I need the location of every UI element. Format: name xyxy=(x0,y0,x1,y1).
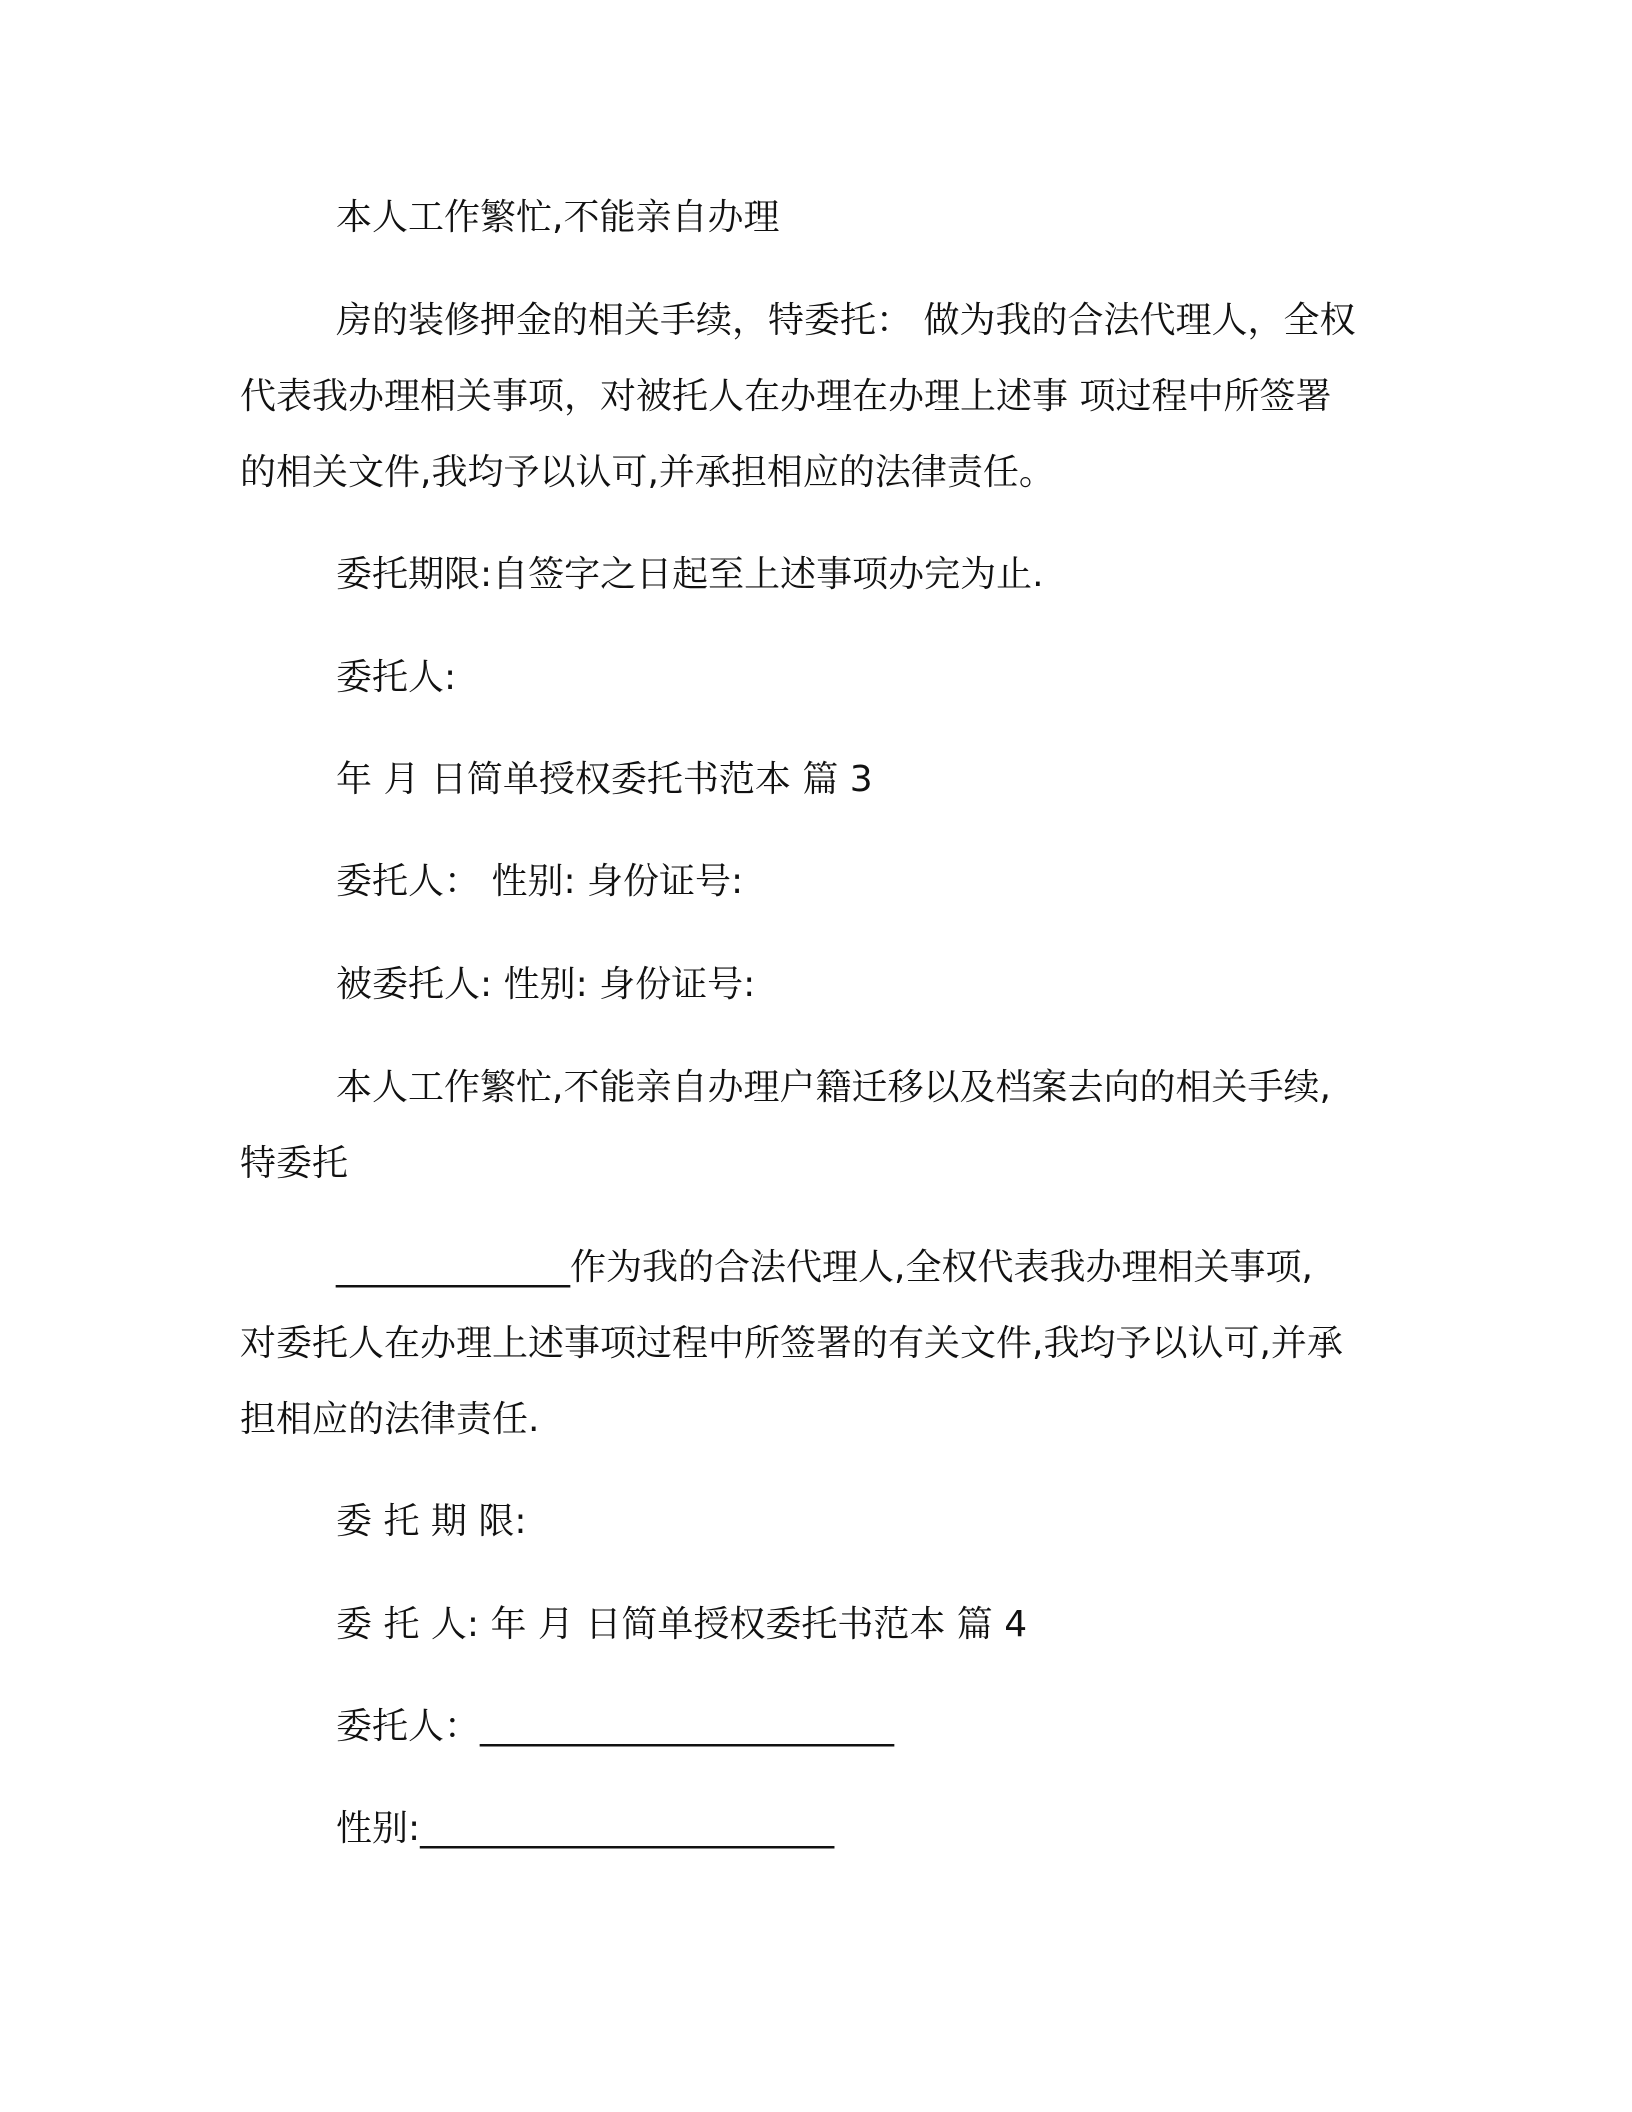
paragraph-2 xyxy=(240,283,1405,511)
paragraph-13 xyxy=(240,1791,1400,1867)
paragraph-1 xyxy=(240,180,1400,256)
text-line: 的相关文件,我均予以认可,并承担相应的法律责任。 xyxy=(240,452,1055,493)
paragraph-8 xyxy=(240,1050,1405,1202)
text-line: 被委托人: 性别: 身份证号: xyxy=(336,964,756,1005)
text-line: 委托人: xyxy=(336,657,457,698)
paragraph-7 xyxy=(240,947,1400,1023)
text-line: 委托人：_______________________ xyxy=(336,1706,895,1747)
paragraph-11 xyxy=(240,1587,1400,1663)
paragraph-10 xyxy=(240,1484,1400,1560)
text-line: 委托人： 性别: 身份证号: xyxy=(336,861,744,902)
text-line: 委 托 期 限: xyxy=(336,1501,527,1542)
text-line: _____________作为我的合法代理人,全权代表我办理相关事项, xyxy=(336,1247,1313,1288)
paragraph-5 xyxy=(240,742,1400,818)
paragraph-4 xyxy=(240,640,1400,716)
text-line: 代表我办理相关事项，对被托人在办理在办理上述事 项过程中所签署 xyxy=(240,376,1332,417)
text-line: 性别:_______________________ xyxy=(336,1808,835,1849)
paragraph-3 xyxy=(240,537,1400,613)
text-line: 年 月 日简单授权委托书范本 篇 3 xyxy=(336,759,873,800)
text-line: 本人工作繁忙,不能亲自办理 xyxy=(336,197,780,238)
paragraph-12 xyxy=(240,1689,1400,1765)
text-line: 特委托 xyxy=(240,1143,349,1184)
text-line: 担相应的法律责任. xyxy=(240,1399,540,1440)
text-line: 对委托人在办理上述事项过程中所签署的有关文件,我均予以认可,并承 xyxy=(240,1323,1343,1364)
text-line: 本人工作繁忙,不能亲自办理户籍迁移以及档案去向的相关手续, xyxy=(336,1067,1331,1108)
text-line: 委 托 人: 年 月 日简单授权委托书范本 篇 4 xyxy=(336,1604,1028,1645)
paragraph-9 xyxy=(240,1230,1405,1458)
text-line: 委托期限:自签字之日起至上述事项办完为止. xyxy=(336,554,1044,595)
paragraph-6 xyxy=(240,844,1400,920)
text-line: 房的装修押金的相关手续，特委托： 做为我的合法代理人，全权 xyxy=(336,300,1356,341)
